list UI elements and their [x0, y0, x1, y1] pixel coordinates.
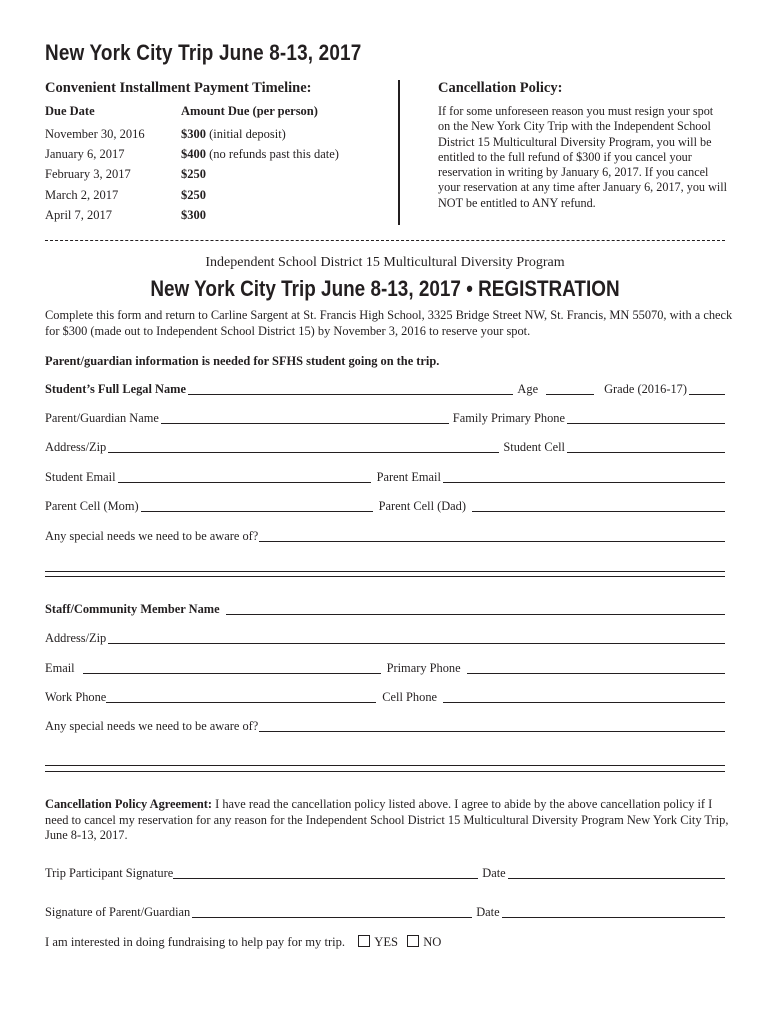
registration-title: New York City Trip June 8-13, 2017 • REGISTRATION	[150, 276, 620, 301]
amount-header: Amount Due (per person)	[181, 104, 318, 118]
staff-special-needs-row	[45, 718, 725, 734]
staff-email-label: Email	[45, 661, 75, 675]
page-title: New York City Trip June 8-13, 2017	[45, 40, 362, 65]
student-address-row	[45, 439, 725, 455]
payment-date: April 7, 2017	[45, 208, 113, 222]
payment-amount: $250	[181, 188, 206, 202]
special-needs-line[interactable]	[45, 576, 725, 577]
work-phone-label: Work Phone	[45, 690, 107, 704]
parent-cell-dad-input[interactable]	[472, 510, 725, 512]
participant-date-label: Date	[482, 866, 506, 880]
cancellation-heading: Cancellation Policy:	[438, 80, 563, 96]
payment-date: November 30, 2016	[45, 127, 145, 141]
instructions: Complete this form and return to Carline Sargent at St. Francis High School, 3325 Bridge Street NW, St. Francis, MN 55070, with a check for $300 (made out to Independent School District 15) by November 3, 2016 to reserve your spot.	[45, 308, 733, 338]
student-special-needs-row	[45, 528, 725, 544]
parent-email-label: Parent Email	[376, 470, 441, 484]
due-date-header: Due Date	[45, 104, 95, 118]
staff-special-needs-line[interactable]	[45, 765, 725, 766]
staff-email-input[interactable]	[83, 672, 381, 674]
primary-phone-input[interactable]	[467, 672, 725, 674]
parent-signature-input[interactable]	[192, 916, 472, 918]
no-label: NO	[423, 935, 442, 949]
student-email-label: Student Email	[45, 470, 116, 484]
staff-special-needs-label: Any special needs we need to be aware of?	[45, 719, 259, 733]
grade-input[interactable]	[689, 393, 725, 395]
participant-signature-input[interactable]	[173, 877, 478, 879]
parent-name-label: Parent/Guardian Name	[45, 411, 159, 425]
staff-address-label: Address/Zip	[45, 631, 107, 645]
staff-address-row	[45, 630, 725, 646]
participant-signature-label: Trip Participant Signature	[45, 866, 174, 880]
address-label: Address/Zip	[45, 440, 107, 454]
agreement-label: Cancellation Policy Agreement:	[45, 797, 213, 811]
staff-phone-row	[45, 689, 725, 705]
dashed-divider	[45, 240, 725, 241]
payment-amount: $250	[181, 167, 206, 181]
student-cell-input[interactable]	[567, 451, 725, 453]
yes-label: YES	[374, 935, 399, 949]
cancellation-text: If for some unforeseen reason you must resign your spot on the New York City Trip with the Independent School District 15 Multicultural Diversity Program, you will be entitled to the full refund of $300 if you cancel your reservation in writing by January 6, 2017. If you cancel your reservation at any time after January 6, 2017, you will NOT be entitled to ANY refund.	[438, 104, 728, 210]
special-needs-input[interactable]	[259, 540, 725, 542]
primary-phone-label: Primary Phone	[386, 661, 461, 675]
age-label: Age	[517, 382, 539, 396]
parent-info-note: Parent/guardian information is needed for SFHS student going on the trip.	[45, 354, 440, 368]
payment-date: January 6, 2017	[45, 147, 125, 161]
staff-name-row	[45, 601, 725, 617]
payment-amount: $300 (initial deposit)	[181, 127, 286, 141]
staff-special-needs-line[interactable]	[45, 771, 725, 772]
family-phone-label: Family Primary Phone	[452, 411, 565, 425]
grade-label: Grade (2016-17)	[604, 382, 687, 396]
payment-amount: $400 (no refunds past this date)	[181, 147, 339, 161]
student-email-input[interactable]	[118, 481, 371, 483]
student-name-row	[45, 381, 725, 397]
parent-date-input[interactable]	[502, 916, 725, 918]
column-divider	[398, 80, 400, 225]
parent-cell-mom-label: Parent Cell (Mom)	[45, 499, 139, 513]
participant-date-input[interactable]	[508, 877, 725, 879]
special-needs-label: Any special needs we need to be aware of?	[45, 529, 259, 543]
staff-name-input[interactable]	[226, 613, 725, 615]
agreement-text: Cancellation Policy Agreement: I have read the cancellation policy listed above. I agree to abide by the above cancellation policy if I need to cancel my reservation for any reason for the Independent School District 15 Multicultural Diversity Program New York City Trip, June 8-13, 2017.	[45, 797, 729, 842]
cell-phone-label: Cell Phone	[382, 690, 438, 704]
parent-signature-label: Signature of Parent/Guardian	[45, 905, 191, 919]
parent-email-input[interactable]	[443, 481, 725, 483]
no-checkbox[interactable]	[407, 935, 419, 947]
email-row	[45, 469, 725, 485]
staff-name-label: Staff/Community Member Name	[45, 602, 220, 616]
payment-date: February 3, 2017	[45, 167, 131, 181]
student-name-label: Student’s Full Legal Name	[45, 382, 187, 396]
parent-date-label: Date	[476, 905, 500, 919]
parent-cell-dad-label: Parent Cell (Dad)	[378, 499, 467, 513]
staff-address-input[interactable]	[108, 642, 725, 644]
parent-cell-row	[45, 498, 725, 514]
participant-signature-row	[45, 865, 725, 881]
district-name: Independent School District 15 Multicultural Diversity Program	[205, 255, 565, 270]
parent-signature-row	[45, 904, 725, 920]
staff-email-row	[45, 660, 725, 676]
age-input[interactable]	[546, 393, 594, 395]
work-phone-input[interactable]	[106, 701, 376, 703]
family-phone-input[interactable]	[567, 422, 725, 424]
student-cell-label: Student Cell	[503, 440, 565, 454]
payment-date: March 2, 2017	[45, 188, 119, 202]
special-needs-line[interactable]	[45, 571, 725, 572]
cell-phone-input[interactable]	[443, 701, 725, 703]
yes-checkbox[interactable]	[358, 935, 370, 947]
payment-heading: Convenient Installment Payment Timeline:	[45, 80, 312, 96]
staff-special-needs-input[interactable]	[259, 730, 725, 732]
fundraising-row	[45, 935, 441, 950]
parent-cell-mom-input[interactable]	[141, 510, 373, 512]
address-input[interactable]	[108, 451, 499, 453]
parent-name-input[interactable]	[161, 422, 449, 424]
fundraising-question: I am interested in doing fundraising to help pay for my trip.	[45, 935, 346, 949]
payment-amount: $300	[181, 208, 206, 222]
parent-name-row	[45, 410, 725, 426]
student-name-input[interactable]	[188, 393, 513, 395]
